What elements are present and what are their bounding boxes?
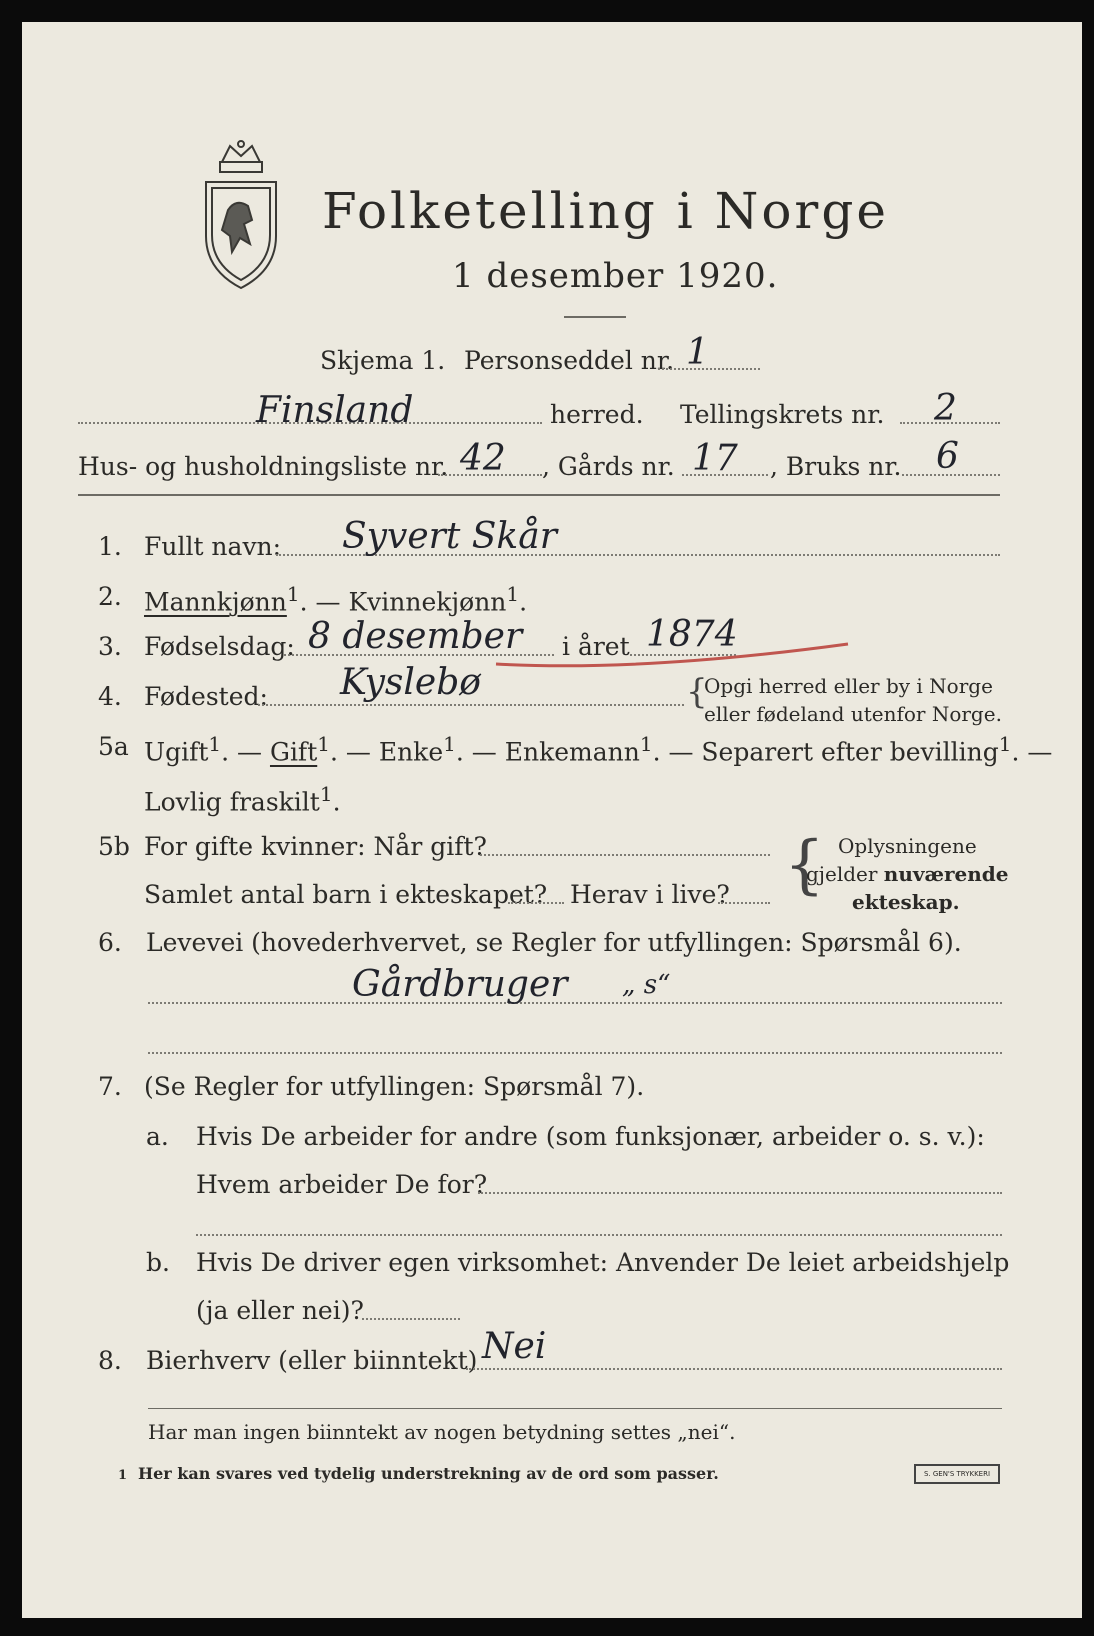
q3-number: 3. <box>98 632 122 661</box>
q5a-gift: Gift <box>269 737 318 767</box>
q5b-label-alive: Herav i live? <box>570 880 730 909</box>
skjema-label: Skjema 1. <box>320 346 446 375</box>
q2-kvinnekjonn: Kvinnekjønn <box>348 587 507 617</box>
herred-value: Finsland <box>256 390 414 431</box>
footer-note: Har man ingen biinntekt av nogen betydning settes „nei“. <box>148 1420 736 1444</box>
bruks-value: 6 <box>936 436 959 477</box>
gards-label: , Gårds nr. <box>542 452 675 481</box>
q6-label: Levevei (hovederhvervet, se Regler for utfyllingen: Spørsmål 6). <box>146 928 962 957</box>
q1-number: 1. <box>98 532 122 561</box>
q5a-separert: Separert efter bevilling <box>701 737 999 767</box>
q1-value: Syvert Skår <box>342 516 557 557</box>
q5a-enke: Enke <box>378 737 444 767</box>
tellingskrets-label: Tellingskrets nr. <box>680 400 885 429</box>
q5a-options: Ugift$^1$. — Gift$^1$. — Enke$^1$. — Enkemann$^1$. — Separert efter bevilling$^1$. — <box>144 732 1053 767</box>
gards-value: 17 <box>692 438 738 479</box>
personseddel-value: 1 <box>686 332 709 373</box>
coat-of-arms-emblem <box>200 140 282 290</box>
census-date: 1 desember 1920. <box>452 256 779 296</box>
q7b-letter: b. <box>146 1248 170 1277</box>
q4-note-brace: { <box>686 672 708 712</box>
form-title: Folketelling i Norge <box>322 182 889 240</box>
q5a-number: 5a <box>98 732 129 761</box>
q7-label: (Se Regler for utfyllingen: Spørsmål 7). <box>144 1072 645 1101</box>
q3-year-value: 1874 <box>646 614 738 655</box>
q3-year-label: i året <box>562 632 630 661</box>
header-rule <box>78 494 1000 496</box>
herred-label: herred. <box>550 400 644 429</box>
q7b-text: Hvis De driver egen virksomhet: Anvender De leiet arbeidshjelp <box>196 1248 1010 1277</box>
q8-value: Nei <box>482 1326 547 1367</box>
q2-number: 2. <box>98 582 122 611</box>
q7a-employer-label: Hvem arbeider De for? <box>196 1170 488 1199</box>
q5b-note-line2: gjelder nuværende <box>806 862 1009 886</box>
q4-label: Fødested: <box>144 682 268 711</box>
q5b-label-children: Samlet antal barn i ekteskapet? <box>144 880 548 909</box>
printer-stamp: S. GEN'S TRYKKERI <box>914 1464 1000 1484</box>
q6-value: Gårdbruger <box>352 964 568 1005</box>
census-form <box>22 22 1082 1618</box>
q6-number: 6. <box>98 928 122 957</box>
q6-value-suffix: „ s“ <box>622 970 671 1000</box>
q5b-note-line1: Oplysningene <box>838 834 977 858</box>
q5b-number: 5b <box>98 832 130 861</box>
personseddel-label: Personseddel nr. <box>464 346 675 375</box>
q5a-fraskilt: Lovlig fraskilt$^1$. <box>144 782 341 817</box>
q1-label: Fullt navn: <box>144 532 282 561</box>
bruks-label: , Bruks nr. <box>770 452 902 481</box>
q5a-ugift: Ugift <box>144 737 209 767</box>
q8-label: Bierhverv (eller biinntekt) <box>146 1346 478 1375</box>
q7a-text: Hvis De arbeider for andre (som funksjonær, arbeider o. s. v.): <box>196 1122 985 1151</box>
q5a-enkemann: Enkemann <box>504 737 640 767</box>
q4-number: 4. <box>98 682 122 711</box>
q2-mannkjonn: Mannkjønn <box>144 587 287 617</box>
q4-note-line2: eller fødeland utenfor Norge. <box>704 702 1002 726</box>
q5b-note-line3: ekteskap. <box>852 890 960 914</box>
q3-value: 8 desember <box>308 616 523 657</box>
footer-rule <box>148 1408 1002 1409</box>
q5b-note-brace: { <box>784 828 825 902</box>
q7a-letter: a. <box>146 1122 169 1151</box>
husliste-value: 42 <box>460 438 506 479</box>
q4-value: Kyslebø <box>340 662 481 703</box>
q4-note-line1: Opgi herred eller by i Norge <box>704 674 993 698</box>
q7-number: 7. <box>98 1072 122 1101</box>
q5b-label-married: For gifte kvinner: Når gift? <box>144 832 487 861</box>
tellingskrets-value: 2 <box>934 388 957 429</box>
title-divider <box>564 316 626 318</box>
q8-number: 8. <box>98 1346 122 1375</box>
footnote-mark: 1 <box>118 1468 128 1483</box>
q3-label: Fødselsdag: <box>144 632 295 661</box>
q7b-yes-no-label: (ja eller nei)? <box>196 1296 364 1325</box>
q2-sex: Mannkjønn$^1$. — Kvinnekjønn$^1$. <box>144 582 528 617</box>
husliste-label: Hus- og husholdningsliste nr. <box>78 452 449 481</box>
footnote-text: Her kan svares ved tydelig understrekning av de ord som passer. <box>138 1464 719 1483</box>
red-pencil-mark <box>492 638 852 678</box>
